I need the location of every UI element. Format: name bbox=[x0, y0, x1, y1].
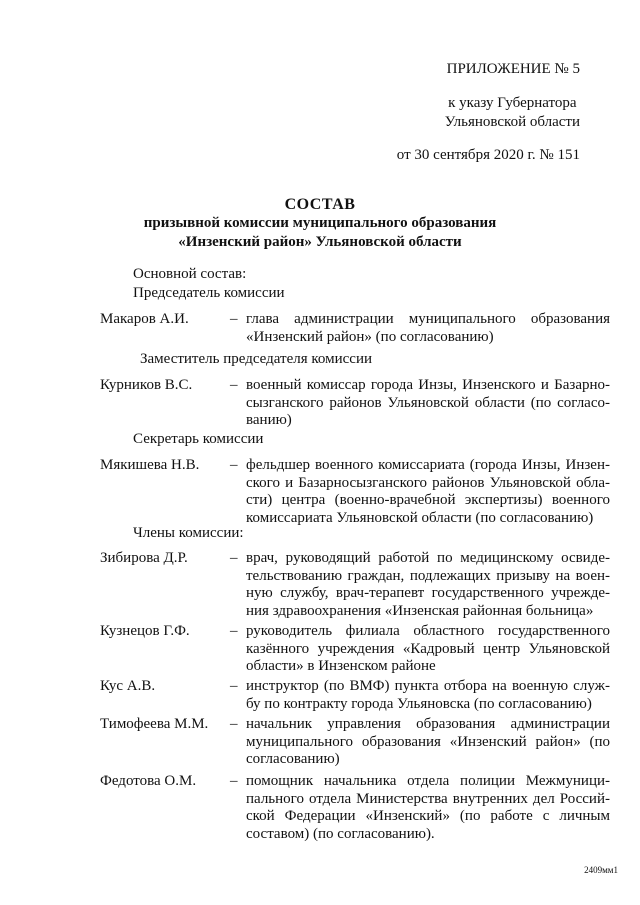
title-line-2: призывной комиссии муниципального образования bbox=[143, 215, 497, 231]
member-name: Макаров А.И. bbox=[100, 311, 189, 327]
decree-date: от 30 сентября 2020 г. № 151 bbox=[396, 147, 580, 163]
member-dash: – bbox=[230, 678, 238, 694]
member-dash: – bbox=[230, 377, 238, 393]
member-description: глава администрации муниципального образования «Инзенский район» (по согласованию) bbox=[246, 311, 610, 345]
member-description: военный комиссар города Инзы, Инзенского и Базарно-сызганского районов Ульяновской области (по согласо-ванию) bbox=[246, 377, 610, 428]
member-dash: – bbox=[230, 716, 238, 732]
title-line-3: «Инзенский район» Ульяновской области bbox=[178, 234, 462, 250]
member-name: Кус А.В. bbox=[100, 678, 156, 694]
member-description: руководитель филиала областного государственного казённого учреждения «Кадровый центр Ульяновской области» в Инзенском районе bbox=[246, 623, 610, 674]
section-deputy: Заместитель председателя комиссии bbox=[140, 351, 373, 367]
annex-number: ПРИЛОЖЕНИЕ № 5 bbox=[446, 61, 580, 77]
section-chairman: Председатель комиссии bbox=[133, 285, 285, 301]
decree-reference bbox=[445, 94, 580, 132]
section-secretary: Секретарь комиссии bbox=[133, 431, 264, 447]
member-name: Тимофеева М.М. bbox=[100, 716, 209, 732]
member-name: Федотова О.М. bbox=[100, 773, 197, 789]
member-description: фельдшер военного комиссариата (города Инзы, Инзен-ского и Базарносызганского районов Ульяновской обла-сти) центра (военно-врачебной экспертизы) военного комиссариата Ульяновской области (по согласованию) bbox=[246, 457, 610, 526]
decree-line-1: к указу Губернатора bbox=[448, 95, 577, 111]
member-description: помощник начальника отдела полиции Межмуници-пального отдела Министерства внутренних дел Россий-ской Федерации «Инзенский» (по работе с личным составом) (по согласованию). bbox=[246, 773, 610, 842]
document-title bbox=[80, 195, 560, 252]
member-dash: – bbox=[230, 457, 238, 473]
title-line-1: СОСТАВ bbox=[284, 196, 356, 213]
decree-line-2: Ульяновской области bbox=[444, 114, 580, 130]
section-main-composition: Основной состав: bbox=[133, 266, 247, 282]
member-dash: – bbox=[230, 623, 238, 639]
member-name: Зибирова Д.Р. bbox=[100, 550, 188, 566]
member-name: Кузнецов Г.Ф. bbox=[100, 623, 190, 639]
member-description: инструктор (по ВМФ) пункта отбора на военную служ-бу по контракту города Ульяновска (по согласованию) bbox=[246, 678, 610, 712]
member-description: начальник управления образования администрации муниципального образования «Инзенский район» (по согласованию) bbox=[246, 716, 610, 767]
document-code: 2409мм1 bbox=[584, 865, 618, 875]
member-description: врач, руководящий работой по медицинскому освиде-тельствованию граждан, подлежащих призыву на воен-ную службу, врач-терапевт государственного учрежде-ния здравоохранения «Инзенская районная больница» bbox=[246, 550, 610, 619]
member-dash: – bbox=[230, 773, 238, 789]
member-dash: – bbox=[230, 311, 238, 327]
section-members: Члены комиссии: bbox=[133, 525, 244, 541]
member-name: Курников В.С. bbox=[100, 377, 193, 393]
member-dash: – bbox=[230, 550, 238, 566]
member-name: Мякишева Н.В. bbox=[100, 457, 200, 473]
